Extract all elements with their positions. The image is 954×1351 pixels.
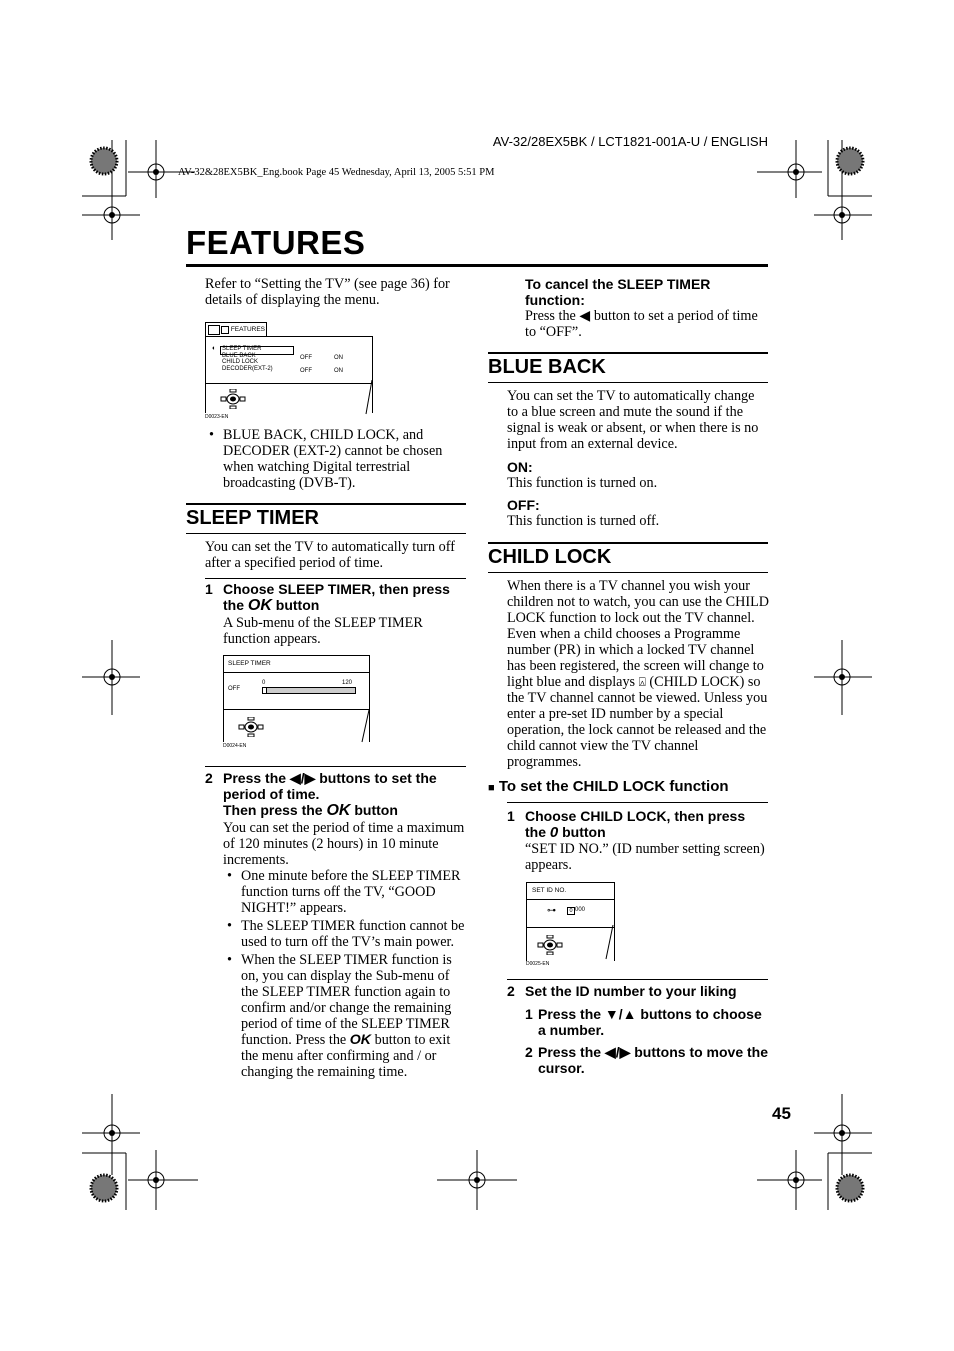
child-lock-subheading-text: To set the CHILD LOCK function: [498, 778, 729, 795]
cancel-heading: To cancel the SLEEP TIMER function:: [525, 276, 711, 308]
step1-rule: [205, 578, 466, 579]
screen-title: SLEEP TIMER: [228, 660, 271, 667]
cancel-text: Press the ◀ button to set a period of time to “OFF”.: [525, 308, 758, 340]
on-text: This function is turned on.: [507, 475, 658, 491]
child-sub2-number: 2: [525, 1044, 533, 1060]
sleep-step1-number: 1: [205, 581, 213, 597]
tab-label: FEATURES: [230, 326, 266, 333]
child-lock-desc-text-end: (CHILD LOCK) so the TV channel cannot be viewed. Unless you enter a pre-set ID number by a special operation, the lock cannot be released and the child cannot view the TV channel programmes.: [507, 674, 768, 770]
on-label: ON:: [507, 459, 533, 475]
id-digit-cursor: 0: [567, 907, 575, 915]
child-sub1-text: Press the ▼/▲ buttons to choose a number.: [538, 1006, 762, 1038]
lock-icon: ⍓: [638, 675, 646, 689]
sleep-step1-heading: [223, 581, 467, 614]
sleep-step2-then: Then press the: [223, 802, 323, 818]
child-step1-number: 1: [507, 808, 515, 824]
sleep-timer-screen: [223, 655, 370, 742]
id-digits: 000: [575, 907, 586, 913]
menu-icon: [221, 326, 229, 334]
sleep-timer-bottom-rule: [186, 533, 466, 534]
child-lock-desc-text: When there is a TV channel you wish your children not to watch, you can use the CHILD LOCK function to lock out the TV channel. Even when a child chooses a Programme number (PR) in which a locked TV channel has been registered, the screen will change to light blue and displays: [507, 578, 770, 690]
child-step1-button-word: button: [562, 824, 606, 840]
blue-back-top-rule: [488, 352, 768, 354]
document-reference: AV-32/28EX5BK / LCT1821-001A-U / ENGLISH: [492, 134, 768, 149]
selector-icon: ◐: [212, 345, 217, 352]
tv-icon: [208, 325, 220, 335]
sleep-step2-text-body: You can set the period of time a maximum of 120 minutes (2 hours) in 10 minute increments.: [223, 820, 465, 868]
intro-text: Refer to “Setting the TV” (see page 36) for details of displaying the menu.: [205, 276, 450, 308]
sleep-note-3-text: When the SLEEP TIMER function is on, you can display the Sub-menu of the SLEEP TIMER function again to confirm and/or change the remaining period of time of the SLEEP TIMER function. Press the: [241, 952, 452, 1048]
child-lock-description: [507, 578, 769, 770]
remote-buttons-icon: [238, 717, 264, 737]
title-rule: [186, 264, 768, 267]
child-step2-rule: [507, 979, 768, 980]
child-sub2-text: Press the ◀/▶ buttons to move the cursor.: [538, 1044, 769, 1076]
sleep-timer-heading: SLEEP TIMER: [186, 507, 319, 529]
child-step1-text-body: “SET ID NO.” (ID number setting screen) appears.: [525, 841, 765, 873]
remote-buttons-icon: [537, 935, 563, 955]
menu-row-sleep-timer: SLEEP TIMER: [222, 346, 262, 352]
remote-buttons-icon: [220, 389, 246, 409]
blue-back-bottom-rule: [488, 382, 768, 383]
zero-button-glyph: 0: [549, 824, 559, 841]
sleep-step1-button-word: button: [275, 597, 320, 613]
menu-row-child-lock: CHILD LOCK: [222, 359, 259, 365]
child-lock-top-rule: [488, 542, 768, 544]
screen-title: SET ID NO.: [532, 887, 567, 894]
sleep-note-2: • The SLEEP TIMER function cannot be used to turn off the TV’s main power.: [223, 918, 467, 950]
decoder-on: ON: [334, 368, 343, 374]
timer-bar: [262, 687, 356, 694]
menu-row-blue-back: BLUE BACK: [222, 352, 256, 359]
sleep-note-3: [223, 952, 467, 1080]
image-code: D0024-EN: [223, 743, 247, 749]
child-sub1-number: 1: [525, 1006, 533, 1022]
child-lock-subheading: [488, 779, 768, 796]
child-step1-rule: [507, 802, 768, 803]
sleep-step2-button-word: button: [354, 802, 398, 818]
ok-button-glyph: OK: [247, 597, 272, 614]
sleep-timer-notes: [223, 868, 467, 1082]
blue-back-heading: BLUE BACK: [488, 356, 606, 378]
sleep-timer-description: You can set the TV to automatically turn off after a specified period of time.: [205, 539, 455, 571]
blue-back-on: ON: [334, 355, 343, 361]
sleep-step2-number: 2: [205, 770, 213, 786]
scale-min: 0: [262, 680, 266, 686]
image-code: D0025-EN: [526, 961, 550, 967]
sleep-timer-top-rule: [186, 503, 466, 505]
features-tab: [205, 322, 267, 337]
scale-max: 120: [342, 680, 353, 686]
sleep-step2-heading: [223, 770, 467, 819]
key-icon: ⊶: [547, 905, 556, 915]
off-label: OFF: [228, 686, 240, 692]
page-number: 45: [772, 1104, 791, 1123]
child-step2-number: 2: [507, 983, 515, 999]
intro-note: • BLUE BACK, CHILD LOCK, and DECODER (EXT-2) cannot be chosen when watching Digital terrestrial broadcasting (DVB-T).: [205, 427, 467, 491]
child-step1-heading: [525, 808, 767, 841]
square-bullet-icon: ■: [488, 782, 495, 794]
child-step2-heading: Set the ID number to your liking: [525, 983, 737, 999]
features-menu-screen: [205, 320, 373, 422]
off-text: This function is turned off.: [507, 513, 660, 529]
child-lock-heading: CHILD LOCK: [488, 546, 612, 568]
sleep-step1-text: Choose SLEEP TIMER, then press the: [223, 581, 450, 613]
ok-button-glyph: OK: [349, 1032, 372, 1048]
intro-note-list: [205, 427, 467, 493]
sleep-note-3-text-end: button to exit the menu after confirming and / or changing the remaining time.: [241, 1032, 451, 1080]
step2-rule: [205, 766, 466, 767]
sleep-step2-text: Press the ◀/▶ buttons to set the period of time.: [223, 770, 437, 802]
set-id-screen: [526, 882, 615, 961]
child-lock-bottom-rule: [488, 572, 768, 573]
blue-back-off: OFF: [300, 355, 312, 361]
blue-back-description: You can set the TV to automatically change to a blue screen and mute the sound if the signal is weak or absent, or when there is no input from an external device.: [507, 388, 759, 452]
off-label: OFF:: [507, 497, 540, 513]
menu-row-decoder: DECODER(EXT-2): [222, 365, 273, 372]
decoder-off: OFF: [300, 368, 312, 374]
child-step1-text: Choose CHILD LOCK, then press the: [525, 808, 746, 840]
image-code: D0023-EN: [205, 414, 229, 420]
sleep-step1-text-body: A Sub-menu of the SLEEP TIMER function appears.: [223, 615, 423, 647]
page-title: FEATURES: [186, 224, 366, 261]
book-info-line: AV-32&28EX5BK_Eng.book Page 45 Wednesday, April 13, 2005 5:51 PM: [178, 167, 495, 178]
ok-button-glyph: OK: [326, 802, 351, 819]
sleep-note-1: • One minute before the SLEEP TIMER function turns off the TV, “GOOD NIGHT!” appears.: [223, 868, 467, 916]
